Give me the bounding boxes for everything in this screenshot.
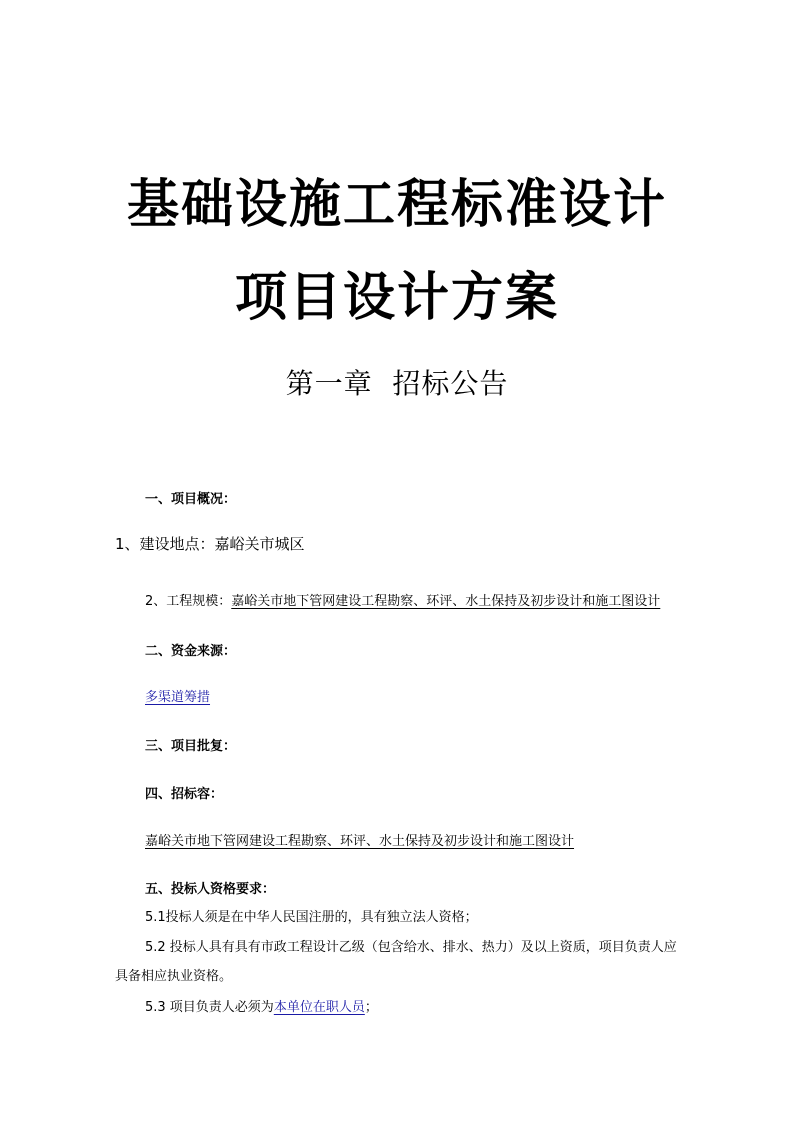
section-4-value-line: [145, 830, 574, 849]
item-1-prefix: 1、建设地点：: [115, 535, 215, 553]
item-2-prefix: 2、工程规模：: [145, 594, 232, 609]
requirement-5-3-suffix: ；: [364, 1000, 378, 1015]
item-2-value: 嘉峪关市地下管网建设工程勘察、环评、水土保持及初步设计和施工图设计: [231, 594, 661, 609]
in-service-staff-link[interactable]: 本单位在职人员: [273, 1000, 365, 1015]
section-1-heading: 一、项目概况：: [145, 492, 237, 507]
section-4-heading: 四、招标容：: [145, 787, 224, 802]
section-5-heading: 五、投标人资格要求：: [145, 882, 276, 897]
document-title-line-1: 基础设施工程标准设计: [126, 175, 667, 235]
chapter-heading: [0, 362, 794, 402]
requirement-5-2-line-2: 具备相应执业资格。: [115, 969, 233, 984]
requirement-5-1: 5.1投标人须是在中华人民国注册的，具有独立法人资格；: [145, 910, 478, 925]
funding-source-link[interactable]: 多渠道筹措: [145, 690, 211, 705]
section-2-value-line: [145, 686, 214, 705]
chapter-name: 招标公告: [392, 367, 509, 400]
requirement-5-3: [145, 996, 378, 1015]
section-4-value: 嘉峪关市地下管网建设工程勘察、环评、水土保持及初步设计和施工图设计: [145, 834, 575, 849]
section-3-heading: 三、项目批复：: [145, 739, 237, 754]
document-title-line-2: 项目设计方案: [234, 268, 559, 328]
requirement-5-3-prefix: 5.3 项目负责人必须为: [145, 1000, 274, 1015]
item-1-line: [115, 533, 305, 554]
item-2-line: [145, 590, 660, 609]
chapter-number: 第一章: [285, 367, 373, 400]
requirement-5-2-line-1: 5.2 投标人具有具有市政工程设计乙级（包含给水、排水、热力）及以上资质，项目负责人应: [145, 940, 677, 955]
section-2-heading: 二、资金来源：: [145, 644, 237, 659]
item-1-value: 嘉峪关市城区: [214, 535, 305, 553]
